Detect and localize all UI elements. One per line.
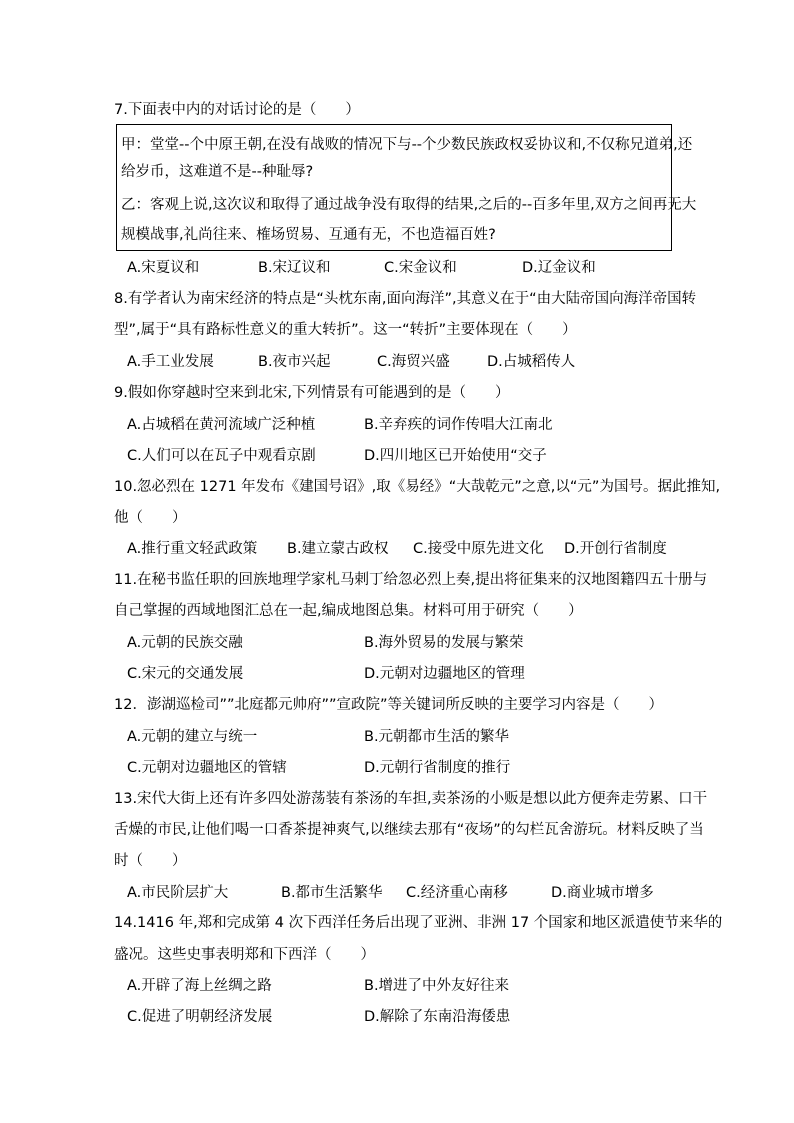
q14-option-d[interactable]: D.解除了东南沿海倭患 <box>364 1009 511 1025</box>
q8-option-b[interactable]: B.夜市兴起 <box>258 354 331 370</box>
q10-option-b[interactable]: B.建立蒙古政权 <box>287 541 389 557</box>
dialogue-box <box>116 124 697 251</box>
q13-option-d[interactable]: D.商业城市增多 <box>551 885 654 901</box>
q9-option-b[interactable]: B.辛弃疾的词作传唱大江南北 <box>364 417 553 433</box>
q10-option-d[interactable]: D.开创行省制度 <box>564 541 667 557</box>
question-10-stem-2: 他（ ） <box>114 510 187 526</box>
question-13-stem-2: 舌燥的市民,让他们喝一口香茶提神爽气,以继续去那有“夜场”的勾栏瓦舍游玩。材料反映了当 <box>114 822 704 838</box>
q14-option-a[interactable]: A.开辟了海上丝绸之路 <box>127 978 272 994</box>
question-7-stem: 7.下面表中内的对话讨论的是（ ） <box>114 102 360 118</box>
q14-option-b[interactable]: B.增进了中外友好往来 <box>364 978 510 994</box>
q13-option-c[interactable]: C.经济重心南移 <box>406 885 508 901</box>
question-14-stem-2: 盛况。这些史事表明郑和下西洋（ ） <box>114 947 375 963</box>
q14-option-c[interactable]: C.促进了明朝经济发展 <box>127 1009 273 1025</box>
dialogue-line-3: 乙：客观上说,这次议和取得了通过战争没有取得的结果,之后的--百多年里,双方之间再无大 <box>121 197 697 213</box>
q10-option-a[interactable]: A.推行重文轻武政策 <box>127 541 258 557</box>
question-8-stem-1: 8.有学者认为南宋经济的特点是“头枕东南,面向海洋”,其意义在于“由大陆帝国向海洋帝国转 <box>114 291 697 307</box>
q7-option-c[interactable]: C.宋金议和 <box>384 260 457 276</box>
q8-option-c[interactable]: C.海贸兴盛 <box>377 354 450 370</box>
q11-option-c[interactable]: C.宋元的交通发展 <box>127 666 244 682</box>
q12-option-d[interactable]: D.元朝行省制度的推行 <box>364 760 511 776</box>
q12-option-b[interactable]: B.元朝都市生活的繁华 <box>364 729 510 745</box>
question-10-stem-1: 10.忽必烈在 1271 年发布《建国号诏》,取《易经》“大哉乾元”之意,以“元”为国号。据此推知, <box>114 479 721 495</box>
question-13-stem-1: 13.宋代大街上还有许多四处游荡装有茶汤的车担,卖茶汤的小贩是想以此方便奔走劳累、口干 <box>114 791 708 807</box>
q12-option-a[interactable]: A.元朝的建立与统一 <box>127 729 258 745</box>
q13-option-b[interactable]: B.都市生活繁华 <box>281 885 383 901</box>
q11-option-b[interactable]: B.海外贸易的发展与繁荣 <box>364 635 524 651</box>
q13-option-a[interactable]: A.市民阶层扩大 <box>127 885 229 901</box>
q12-option-c[interactable]: C.元朝对边疆地区的管辖 <box>127 760 287 776</box>
q7-option-b[interactable]: B.宋辽议和 <box>258 260 331 276</box>
q9-option-a[interactable]: A.占城稻在黄河流域广泛种植 <box>127 417 316 433</box>
question-12-stem: 12．澎湖巡检司””北庭都元帅府””宣政院”等关键词所反映的主要学习内容是（ ） <box>114 697 664 713</box>
question-14-stem-1: 14.1416 年,郑和完成第 4 次下西洋任务后出现了亚洲、非洲 17 个国家和地区派遣使节来华的 <box>114 915 723 931</box>
dialogue-line-4: 规模战事,礼尚往来、榷场贸易、互通有无，不也造福百姓? <box>121 227 496 243</box>
q8-option-a[interactable]: A.手工业发展 <box>127 354 214 370</box>
q8-option-d[interactable]: D.占城稻传人 <box>487 354 576 370</box>
question-8-stem-2: 型”,属于“具有路标性意义的重大转折”。这一“转折”主要体现在（ ） <box>114 322 577 338</box>
dialogue-line-1: 甲：堂堂--个中原王朝,在没有战败的情况下与--个少数民族政权妥协议和,不仅称兄道弟,还 <box>121 137 693 153</box>
q9-option-c[interactable]: C.人们可以在瓦子中观看京剧 <box>127 448 316 464</box>
question-11-stem-1: 11.在秘书监任职的回族地理学家札马剌丁给忽必烈上奏,提出将征集来的汉地图籍四五十册与 <box>114 572 708 588</box>
q9-option-d[interactable]: D.四川地区已开始使用“交子 <box>364 448 547 464</box>
q11-option-d[interactable]: D.元朝对边疆地区的管理 <box>364 666 525 682</box>
q11-option-a[interactable]: A.元朝的民族交融 <box>127 635 243 651</box>
q7-option-d[interactable]: D.辽金议和 <box>522 260 596 276</box>
dialogue-line-2: 给岁币，这难道不是--种耻辱? <box>121 164 314 180</box>
q10-option-c[interactable]: C.接受中原先进文化 <box>413 541 544 557</box>
question-9-stem: 9.假如你穿越时空来到北宋,下列情景有可能遇到的是（ ） <box>114 385 510 401</box>
question-13-stem-3: 时（ ） <box>114 853 187 869</box>
q7-option-a[interactable]: A.宋夏议和 <box>127 260 200 276</box>
question-11-stem-2: 自己掌握的西域地图汇总在一起,编成地图总集。材料可用于研究（ ） <box>114 603 583 619</box>
